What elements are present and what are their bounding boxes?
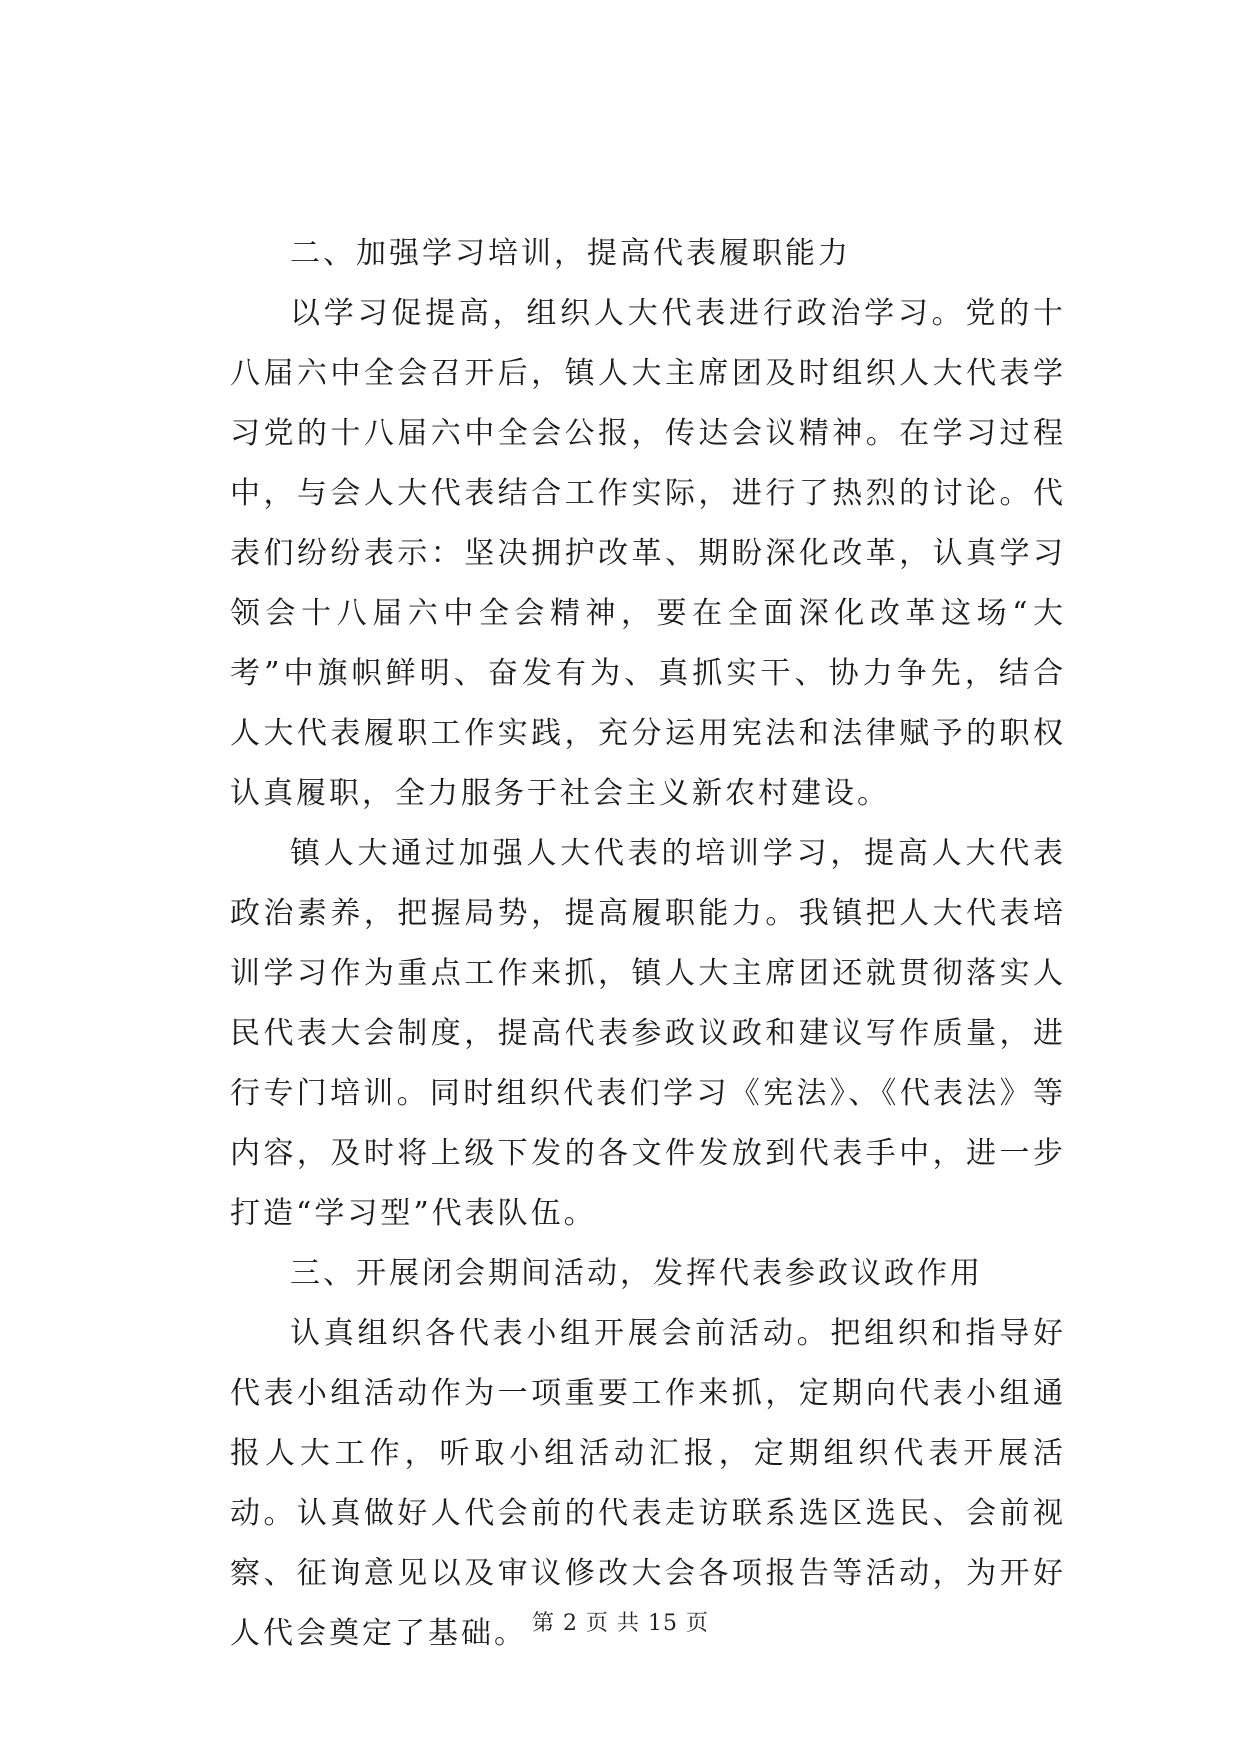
- section-heading-3: 三、开展闭会期间活动，发挥代表参政议政作用: [290, 1256, 983, 1291]
- document-body: [230, 224, 1066, 1664]
- paragraph-training: 镇人大通过加强人大代表的培训学习，提高人大代表政治素养，把握局势，提高履职能力。我镇把人大代表培训学习作为重点工作来抓，镇人大主席团还就贯彻落实人民代表大会制度，提高代表参政议政和建议写作质量，进行专门培训。同时组织代表们学习《宪法》、《代表法》等内容，及时将上级下发的各文件发放到代表手中，进一步打造“学习型”代表队伍。: [230, 836, 1066, 1231]
- paragraph-group-activities: 认真组织各代表小组开展会前活动。把组织和指导好代表小组活动作为一项重要工作来抓，定期向代表小组通报人大工作，听取小组活动汇报，定期组织代表开展活动。认真做好人代会前的代表走访联系选区选民、会前视察、征询意见以及审议修改大会各项报告等活动，为开好人代会奠定了基础。: [230, 1316, 1066, 1651]
- section-heading-2: 二、加强学习培训，提高代表履职能力: [290, 236, 851, 271]
- paragraph-political-study: 以学习促提高，组织人大代表进行政治学习。党的十八届六中全会召开后，镇人大主席团及时组织人大代表学习党的十八届六中全会公报，传达会议精神。在学习过程中，与会人大代表结合工作实际，进行了热烈的讨论。代表们纷纷表示：坚决拥护改革、期盼深化改革，认真学习领会十八届六中全会精神，要在全面深化改革这场“大考”中旗帜鲜明、奋发有为、真抓实干、协力争先，结合人大代表履职工作实践，充分运用宪法和法律赋予的职权认真履职，全力服务于社会主义新农村建设。: [230, 296, 1066, 811]
- page-number-footer: 第 2 页 共 15 页: [532, 1611, 709, 1636]
